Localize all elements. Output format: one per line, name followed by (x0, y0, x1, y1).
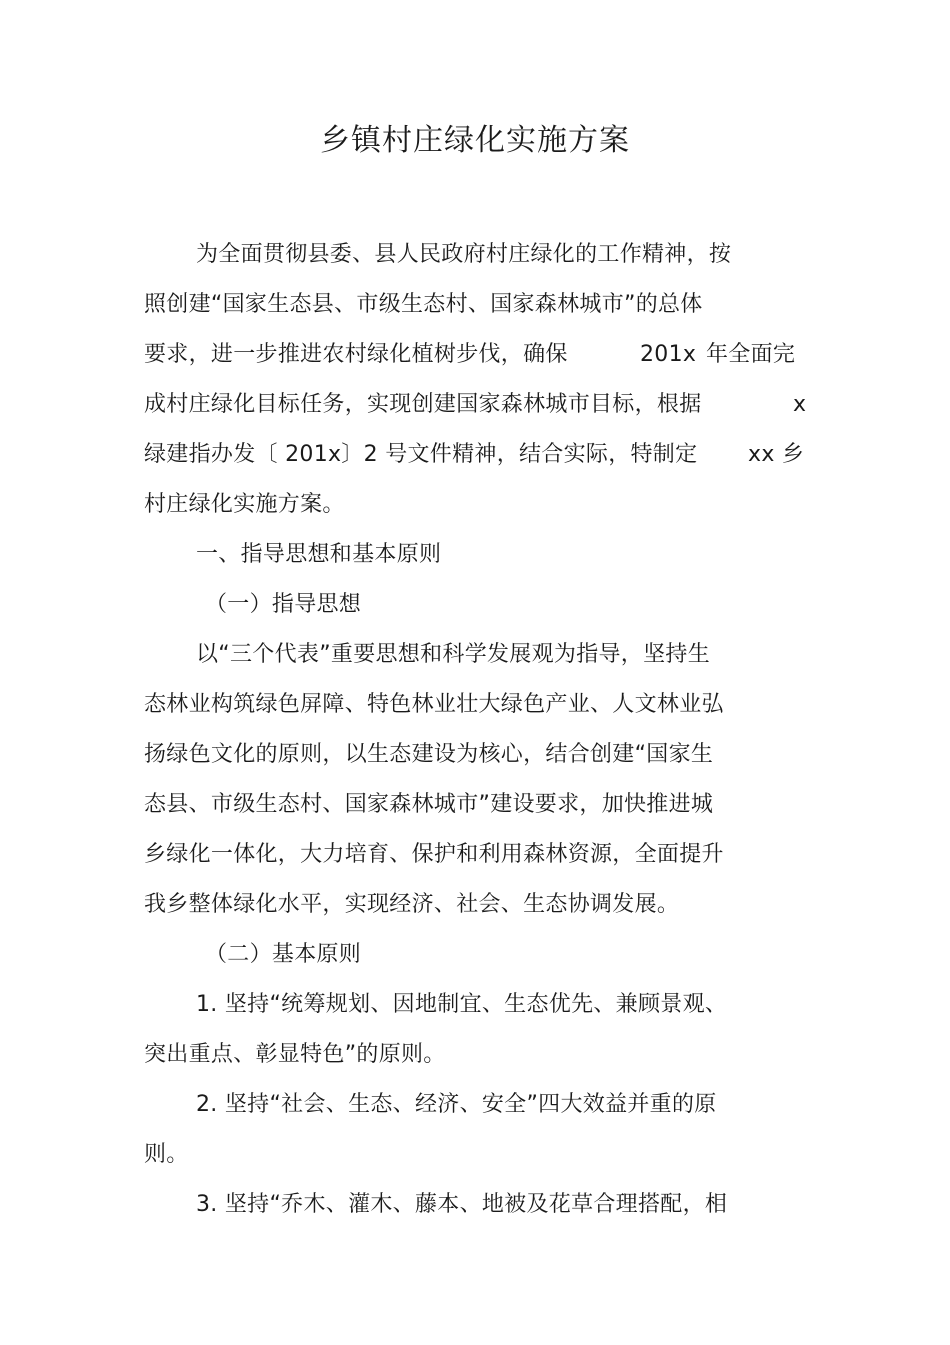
subsection-heading: （二）基本原则 (205, 942, 362, 967)
list-item-line: 则。 (144, 1142, 189, 1167)
list-item-line: 3. 坚持“乔木、灌木、藤本、地被及花草合理搭配，相 (196, 1192, 728, 1217)
paragraph-line-fragment: x (793, 392, 807, 417)
list-item-line: 突出重点、彰显特色”的原则。 (144, 1042, 446, 1067)
paragraph-line: 为全面贯彻县委、县人民政府村庄绿化的工作精神，按 (196, 242, 732, 267)
paragraph-line: 态林业构筑绿色屏障、特色林业壮大绿色产业、人文林业弘 (144, 692, 724, 717)
paragraph-line: 扬绿色文化的原则，以生态建设为核心，结合创建“国家生 (144, 742, 714, 767)
list-item-line: 2. 坚持“社会、生态、经济、安全”四大效益并重的原 (196, 1092, 717, 1117)
subsection-heading: （一）指导思想 (205, 592, 362, 617)
paragraph-line: 村庄绿化实施方案。 (144, 492, 345, 517)
paragraph-line: 成村庄绿化目标任务，实现创建国家森林城市目标，根据 (144, 392, 702, 417)
paragraph-line-fragment: 年全面完 (706, 342, 796, 367)
paragraph-line: 以“三个代表”重要思想和科学发展观为指导，坚持生 (196, 642, 710, 667)
paragraph-line: 要求，进一步推进农村绿化植树步伐，确保 (144, 342, 568, 367)
document-title: 乡镇村庄绿化实施方案 (320, 123, 630, 158)
paragraph-line: 乡绿化一体化，大力培育、保护和利用森林资源，全面提升 (144, 842, 724, 867)
paragraph-line: 态县、市级生态村、国家森林城市”建设要求，加快推进城 (144, 792, 714, 817)
section-heading: 一、指导思想和基本原则 (196, 542, 442, 567)
paragraph-line: 我乡整体绿化水平，实现经济、社会、生态协调发展。 (144, 892, 680, 917)
paragraph-line: 绿建指办发〔 201x〕2 号文件精神，结合实际，特制定 (144, 442, 698, 467)
paragraph-line-fragment: xx 乡 (748, 442, 805, 467)
list-item-line: 1. 坚持“统筹规划、因地制宜、生态优先、兼顾景观、 (196, 992, 728, 1017)
paragraph-line-fragment: 201x (640, 342, 697, 367)
paragraph-line: 照创建“国家生态县、市级生态村、国家森林城市”的总体 (144, 292, 703, 317)
